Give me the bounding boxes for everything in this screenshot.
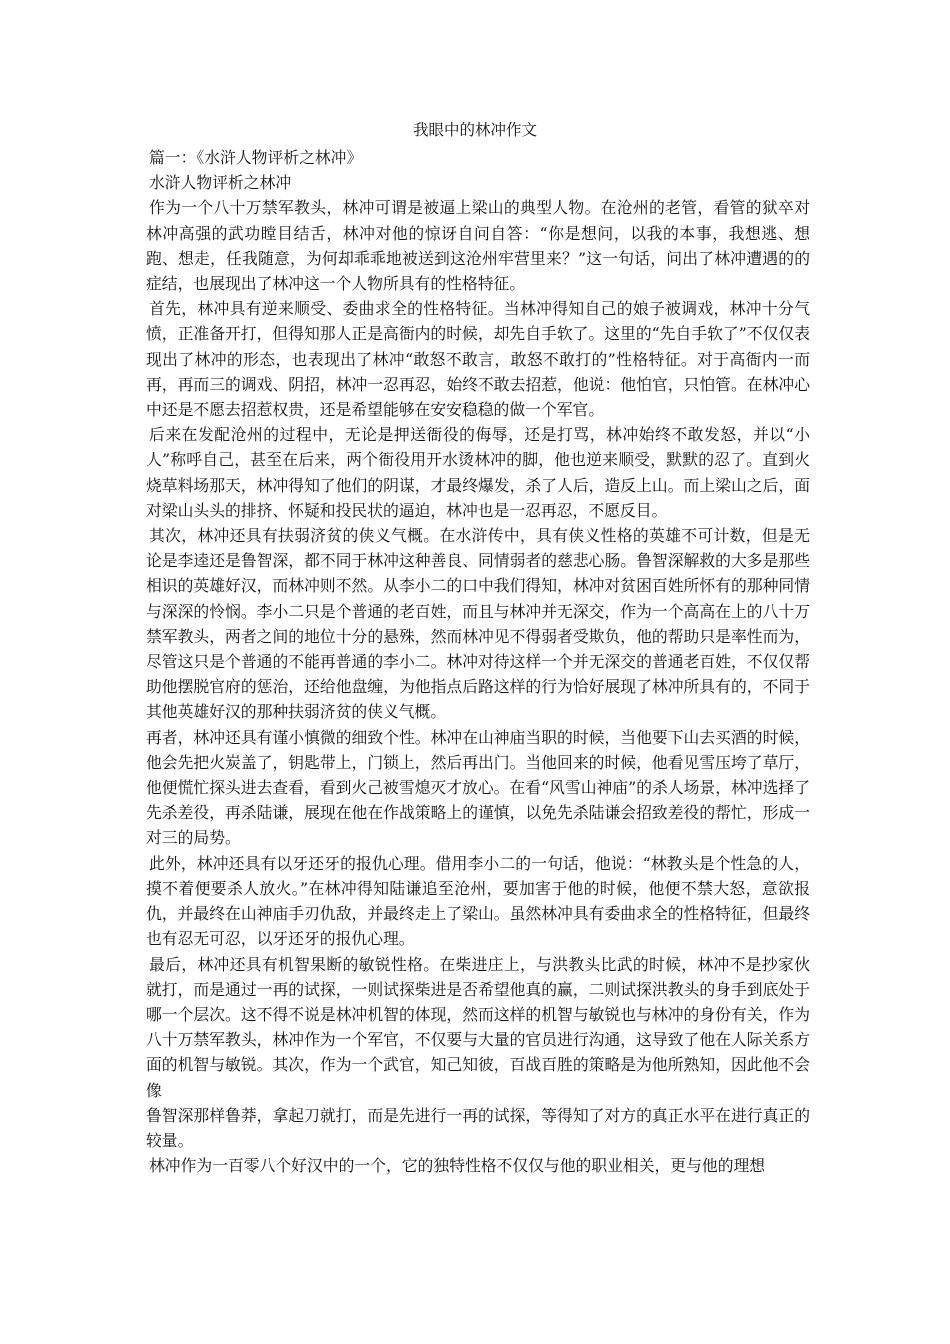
paragraph-continuation: 鲁智深那样鲁莽，拿起刀就打，而是先进行一再的试探，等得知了对方的真正水平在进行真正的较量。 (146, 1105, 810, 1150)
paragraph-later: 后来在发配沧州的过程中，无论是押送衙役的侮辱，还是打骂，林冲始终不敢发怒，并以“小人”称呼自己，甚至在后来，两个衙役用开水烫林冲的脚，他也逆来顺受，默默的忍了。直到火烧草料场那天，林冲得知了他们的阴谋，才最终爆发，杀了人后，造反上山。而上梁山之后，面对梁山头头的排挤、怀疑和投民状的逼迫，林冲也是一忍再忍，不愿反目。 (146, 425, 810, 520)
paragraph-closing: 林冲作为一百零八个好汉中的一个，它的独特性格不仅仅与他的职业相关，更与他的理想 (149, 1156, 766, 1176)
paragraph-besides: 此外，林冲还具有以牙还牙的报仇心理。借用李小二的一句话，他说：“林教头是个性急的人，摸不着便要杀人放火。”在林冲得知陆谦追至沧州，要加害于他的时候，他便不禁大怒，意欲报仇，并最终在山神庙手刃仇敌，并最终走上了梁山。虽然林冲具有委曲求全的性格特征，但最终也有忍无可忍，以牙还牙的报仇心理。 (146, 853, 810, 949)
paragraph-intro: 作为一个八十万禁军教头，林冲可谓是被逼上梁山的典型人物。在沧州的老管，看管的狱卒对林冲高强的武功瞠目结舌，林冲对他的惊讶自问自答：“你是想问，以我的本事，我想逃、想跑、想走，任我随意，为何却乖乖地被送到这沧州牢营里来？”这一句话，问出了林冲遭遇的的症结，也展现出了林冲这一个人物所具有的性格特征。 (146, 198, 810, 294)
section-heading: 篇一：《水浒人物评析之林冲》 (149, 148, 363, 167)
document-body (146, 145, 810, 1178)
paragraph-third: 再者，林冲还具有谨小慎微的细致个性。林冲在山神庙当职的时候，当他要下山去买酒的时候，他会先把火炭盖了，钥匙带上，门锁上，然后再出门。当他回来的时候，他看见雪压垮了草厅，他便慌忙探头进去查看，看到火己被雪熄灭才放心。在看“风雪山神庙”的杀人场景，林冲选择了先杀差役，再杀陆谦，展现在他在作战策略上的谨慎，以免先杀陆谦会招致差役的帮忙，形成一对三的局势。 (146, 727, 810, 848)
paragraph-second: 其次，林冲还具有扶弱济贫的侠义气概。在水浒传中，具有侠义性格的英雄不可计数，但是无论是李逵还是鲁智深，都不同于林冲这种善良、同情弱者的慈悲心肠。鲁智深解救的大多是那些相识的英雄好汉，而林冲则不然。从李小二的口中我们得知，林冲对贫困百姓所怀有的那种同情与深深的怜悯。李小二只是个普通的老百姓，而且与林冲并无深交，作为一个高高在上的八十万禁军教头，两者之间的地位十分的悬殊，然而林冲见不得弱者受欺负，他的帮助只是率性而为，尽管这只是个普通的不能再普通的李小二。林冲对待这样一个并无深交的普通老百姓，不仅仅帮助他摆脱官府的惩治，还给他盘缠，为他指点后路这样的行为恰好展现了林冲所具有的，不同于其他英雄好汉的那种扶弱济贫的侠义气概。 (146, 526, 810, 722)
sub-heading: 水浒人物评析之林冲 (149, 173, 292, 193)
document-title: 我眼中的林冲作文 (412, 121, 537, 139)
paragraph-last: 最后，林冲还具有机智果断的敏锐性格。在柴进庄上，与洪教头比武的时候，林冲不是抄家伙就打，而是通过一再的试探，一则试探柴进是否希望他真的赢，二则试探洪教头的身手到底处于哪一个层次。这不得不说是林冲机智的体现，然而这样的机智与敏锐也与林冲的身份有关，作为八十万禁军教头，林冲作为一个军官，不仅要与大量的官员进行沟通，这导致了他在人际关系方面的机智与敏锐。其次，作为一个武官，知己知彼，百战百胜的策略是为他所熟知，因此他不会像 (146, 954, 810, 1100)
paragraph-first: 首先，林冲具有逆来顺受、委曲求全的性格特征。当林冲得知自己的娘子被调戏，林冲十分气愤，正准备开打，但得知那人正是高衙内的时候，却先自手软了。这里的“先自手软了”不仅仅表现出了林冲的形态，也表现出了林冲“敢怒不敢言，敢怒不敢打的”性格特征。对于高衙内一而再，再而三的调戏、阴招，林冲一忍再忍，始终不敢去招惹，他说：他怕官，只怕管。在林冲心中还是不愿去招惹权贵，还是希望能够在安安稳稳的做一个军官。 (146, 299, 810, 420)
